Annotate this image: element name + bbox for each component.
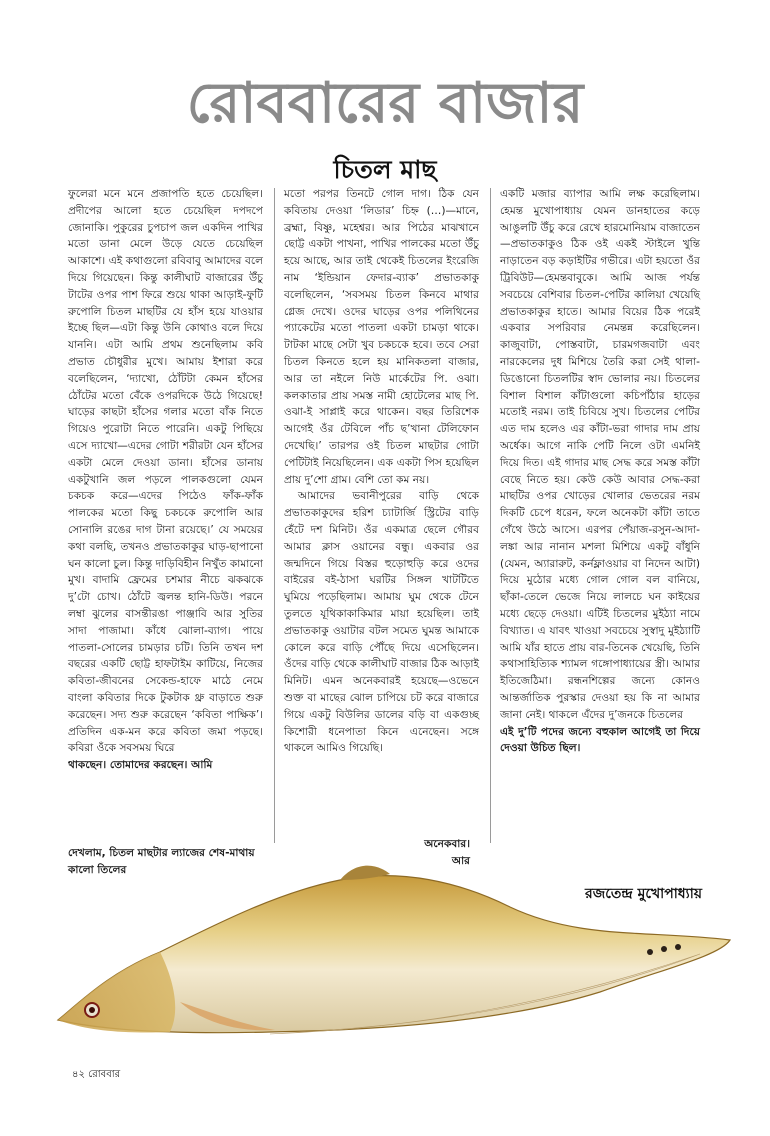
masthead-text: রোববারের বাজার [186,70,584,136]
paragraph-bold: থাকছেন। তোমাদের করছেন। আমি [68,759,213,772]
fish-head [58,952,175,1033]
masthead-logo [186,58,584,146]
column-divider [274,188,275,843]
article-column-2 [284,186,479,757]
paragraph-bold: এই দু’টি পদের জন্যে বহুকাল আগেই তা দিয়ে দেওয়া উচিত ছিল। [500,725,700,755]
paragraph: আমাদের ভবানীপুরের বাড়ি থেকে প্রভাতকাকুদের হরিশ চ্যাটার্জি স্ট্রিটের বাড়ি হেঁটে দশ মিনিট। ওঁর একমাত্র ছেলে গৌরব আমার ক্লাস ওয়ানের বন্ধু। একবার ওর জন্মদিনে গিয়ে বিস্তর হুড়োহুড়ি করে ওদের বাইরের বই-ঠাসা ঘরটির সিঙ্গল খাটটিতে ঘুমিয়ে পড়েছিলাম। আমায় ঘুম থেকে টেনে তুলতে যূথিকাকাকিমার মায়া হয়েছিল। তাই প্রভাতকাকু ওয়াটার বটল সমেত ঘুমন্ত আমাকে কোলে করে বাড়ি পৌঁছে দিয়ে এসেছিলেন। ওঁদের বাড়ি থেকে কালীঘাট বাজার ঠিক আড়াই মিনিট। এমন অনেকবারই হয়েছে—ওভেনে শুক্ত বা মাছের ঝোল চাপিয়ে চট করে বাজারে গিয়ে একটু বিউলির ডালের বড়ি বা একগুচ্ছ কিশোরী ধনেপাতা কিনে এনেছেন। সঙ্গে থাকলে আমিও গিয়েছি। [284,490,479,755]
headline: চিতল মাছ [333,155,437,184]
chital-fish-image [40,852,740,1052]
fish-spot [661,946,667,952]
tail-word: অনেকবার। [424,838,470,850]
column-divider [490,188,491,843]
byline: রজতেন্দ্র মুখোপাধ্যায় [585,886,702,902]
masthead [186,58,584,146]
article-column-1-overflow: দেখলাম, চিতল মাছটার ল্যাজের শেষ-মাথায় কালো তিলের [68,847,255,876]
fish-spot [675,944,681,950]
paragraph: ফুলেরা মনে মনে প্রজাপতি হতে চেয়েছিল। প্রদীপের আলো হতে চেয়েছিল দপদপে জোনাকি। পুকুরের চুপচাপ জল একদিন পাখির মতো ডানা মেলে উড়ে যেতে চেয়েছিল আকাশে। এই কথাগুলো রবিবাবু আমাদের বলে দিয়ে গিয়েছেন। কিন্তু কালীঘাট বাজারের উঁচু টাটের ওপর পাশ ফিরে শুয়ে থাকা আড়াই-ফুটি রুপোলি চিতল মাছটির যে হাঁস হয়ে যাওয়ার ইচ্ছে ছিল—এটা কিন্তু উনি কোথাও বলে দিয়ে যাননি। এটা আমি প্রথম শুনেছিলাম কবি প্রভাত চৌধুরীর মুখে। আমায় ইশারা করে বলেছিলেন, ‘দ্যাখো, ঠোঁটটা কেমন হাঁসের ঠোঁটের মতো বেঁকে ওপরদিকে উঠে গিয়েছে! ঘাড়ের কাছটা হাঁসের গলার মতো বাঁক নিতে গিয়েও পুরোটা নিতে পারেনি। একটু পিছিয়ে এসে দ্যাখো—এদের গোটা শরীরটা যেন হাঁসের একটা মেলে দেওয়া ডানা। হাঁসের ডানায় একটুখানি জল পড়লে পালকগুলো যেমন চকচক করে—এদের পিঠেও ফাঁক-ফাঁক পালকের মতো কিছু চকচকে রুপোলি আর সোনালি রঙের দাগ টানা রয়েছে।’ যে সময়ের কথা বলছি, তখনও প্রভাতকাকুর ঘাড়-ছাপানো ঘন কালো চুল। কিন্তু দাড়িবিহীন নিখুঁত কামানো মুখ। বাদামি ফ্রেমের চশমার নীচে ঝকঝকে দু’টো চোখ। ঠোঁটে জ্বলন্ত হানি-ডিউ। পরনে লম্বা ঝুলের বাসন্তীরঙা পাঞ্জাবি আর সুতির সাদা পাজামা। কাঁধে ঝোলা-ব্যাগ। পায়ে পাতলা-সোলের চামড়ার চটি। তিনি তখন দশ বছরের একটি ছোট্ট হাফটাইম কাটিয়ে, নিজের কবিতা-জীবনের সেকেন্ড-হাফে মাঠে নেমে বাংলা কবিতার দিকে টুকটাক থ্রু বাড়াতে শুরু করেছেন। সদ্য শুরু করেছেন ‘কবিতা পাক্ষিক’। প্রতিদিন এক-মন করে কবিতা জমা পড়ছে। কবিরা ওঁকে সবসময় ঘিরে [68,188,263,755]
paragraph: মতো পরপর তিনটে গোল দাগ। ঠিক যেন কবিতায় দেওয়া ‘লিডার’ চিহ্ন (…)—মানে, ব্রহ্মা, বিষ্ণু, মহেশ্বর। আর পিঠের মাঝখানে ছোট্ট একটা পাখনা, পাখির পালকের মতো উঁচু হয়ে আছে, আর তাই থেকেই চিতলের ইংরেজি নাম ‘ইন্ডিয়ান ফেদার-ব্যাক’ প্রভাতকাকু বলেছিলেন, ‘সবসময় চিতল কিনবে মাথার গ্লেজ দেখে। ওদের ঘাড়ের ওপর পলিথিনের প্যাকেটের মতো পাতলা একটা চামড়া থাকে। টাটকা মাছে সেটা খুব চকচকে হবে। তবে সেরা চিতল কিনতে হলে হয় মানিকতলা বাজার, আর তা নইলে নিউ মার্কেটের পি. ওঝা। কলকাতার প্রায় সমস্ত নামী হোটেলের মাছ পি. ওঝা-ই সাপ্লাই করে থাকেন। বছর তিরিশেক আগেই ওঁর টেবিলে পাঁচ ছ’খানা টেলিফোন দেখেছি।’ তারপর ওই চিতল মাছটার গোটা পেটিটাই নিয়েছিলেন। এক একটা পিস হয়েছিল প্রায় দু’শো গ্রাম। বেশি তো কম নয়। [284,188,479,486]
article-column-1 [68,186,263,774]
page-folio: ৪২ রোববার [72,1069,121,1080]
fish-spot [647,949,653,955]
article-column-3 [500,186,700,757]
paragraph: একটি মজার ব্যাপার আমি লক্ষ করেছিলাম। হেমন্ত মুখোপাধ্যায় যেমন ডানহাতের কড়ে আঙুলটি উঁচু করে রেখে হারমোনিয়াম বাজাতেন—প্রভাতকাকুও ঠিক ওই একই স্টাইলে খুন্তি নাড়াতেন বড় কড়াইটির গভীরে। এটা হয়তো ওঁর ট্রিবিউট—হেমন্তবাবুকে। আমি আজ পর্যন্ত সবচেয়ে বেশিবার চিতল-পেটির কালিয়া খেয়েছি প্রভাতকাকুর হাতে। আমার বিয়ের ঠিক পরেই একবার সপরিবার নেমন্তন্ন করেছিলেন। কাজুবাটা, পোস্তবাটা, চারমগজবাটা এবং নারকেলের দুধ মিশিয়ে তৈরি করা সেই থালা-ডিঙোনো চিতলটির স্বাদ ভোলার নয়। চিতলের বিশাল বিশাল কাঁটাগুলো কচিপাঁঠার হাড়ের মতোই নরম। তাই চিবিয়ে সুখ। চিতলের পেটির এত দাম হলেও এর কাঁটা-ভরা গাদার দাম প্রায় অর্ধেক। আগে নাকি পেটি নিলে ওটা এমনিই দিয়ে দিত। এই গাদার মাছ সেদ্ধ করে সমস্ত কাঁটা বেছে নিতে হয়। কেউ কেউ আবার সেদ্ধ-করা মাছটির ওপর খোড়ের খোলার ভেতরের নরম দিকটি চেপে ধরেন, ফলে অনেকটা কাঁটা তাতে গেঁথে উঠে আসে। এরপর পেঁয়াজ-রসুন-আদা-লঙ্কা আর নানান মশলা মিশিয়ে একটু বাঁধুনি (যেমন, অ্যারারুট, কর্নফ্লাওয়ার বা নিদেন আটা) দিয়ে মুঠোর মধ্যে গোল গোল বল বানিয়ে, ছাঁকা-তেলে ভেজে নিয়ে লালচে ঘন কাইয়ের মধ্যে ছেড়ে দেওয়া। এটিই চিতলের মুইঠ্যা নামে বিখ্যাত। এ যাবৎ খাওয়া সবচেয়ে সুস্বাদু মুইঠ্যাটি আমি যাঁর হাতে প্রায় বার-তিনেক খেয়েছি, তিনি কথাসাহিত্যিক শ্যামল গঙ্গোপাধ্যায়ের স্ত্রী। আমার ইতিজেঠিমা। রন্ধনশিল্পের জন্যে কোনও আন্তর্জাতিক পুরস্কার দেওয়া হয় কি না আমার জানা নেই। থাকলে এঁদের দু’জনকে চিতলের [500,188,700,721]
tail-word: আর [451,854,470,867]
